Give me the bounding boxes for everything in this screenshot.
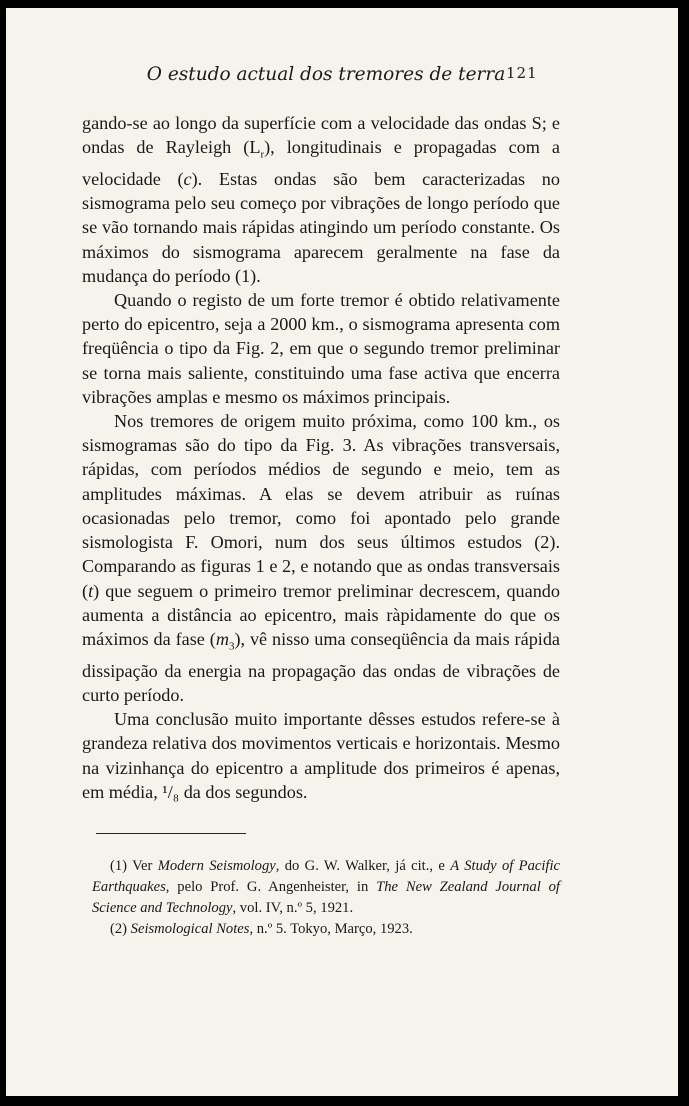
footnote-rule (96, 833, 246, 834)
paragraph-1-text-c: ). Estas ondas são bem caracterizadas no sismograma pelo seu começo por vibrações de longo período que se vão tornando mais rápidas atingindo um período constante. Os máximos do sismograma aparecem geralmente na fase da mudança do período (1). (82, 169, 560, 286)
footnote-1-journal: The New Zealand Journal of Science and Technology (92, 879, 560, 916)
footnote-2-text-b: , n.º 5. Tokyo, Março, 1923. (249, 921, 413, 937)
paragraph-4: Uma conclusão muito importante dêsses estudos refere-se à grandeza relativa dos movimentos verticais e horizontais. Mesmo na vizinhança do epicentro a amplitude dos primeiros é apenas, em média, ¹/₈ da dos segundos. (82, 709, 560, 802)
running-head (6, 64, 678, 92)
rayleigh-subscript: r (260, 148, 265, 161)
maxima-subscript: 3 (228, 640, 235, 653)
paragraph-3 (82, 409, 560, 707)
footnote-1-text-a: (1) Ver (110, 858, 158, 874)
paragraph-3-text-b: ) que seguem o primeiro tremor preliminar decrescem, quando aumenta a distância ao epicentro, mais ràpidamente do que os máximos da fase ( (82, 580, 560, 649)
paragraph-1-text-a: gando-se ao longo da superfície com a velocidade das ondas S; e ondas de Rayleigh (L (82, 113, 560, 158)
paragraph-3-text-a: Nos tremores de origem muito próxima, como 100 km., os sismogramas são do tipo da Fig. 3. As vibrações transversais, rápidas, com períodos médios de segundo e meio, tem as amplitudes máximas. A elas se devem atribuir as ruínas ocasionadas pelo tremor, como foi apontado pelo grande sismologista F. Omori, num dos seus últimos estudos (2). Comparando as figuras 1 e 2, e notando que as ondas transversais ( (82, 411, 560, 601)
footnote-1-title-b: A Study of Pacific Earthquakes (92, 858, 561, 895)
body-text (82, 111, 560, 804)
transverse-symbol: t (88, 580, 94, 601)
footnote-1 (92, 856, 560, 919)
footnote-2-text-a: (2) (110, 921, 131, 937)
paragraph-1-text-b: ), longitudinais e propagadas com a velocidade ( (82, 137, 560, 190)
footnote-1-text-b: , do G. W. Walker, já cit., e (275, 858, 451, 874)
footnote-1-text-c: , pelo Prof. G. Angenheister, in (165, 879, 377, 895)
velocity-symbol: c (183, 169, 192, 190)
book-page (6, 8, 678, 1096)
footnotes (92, 856, 560, 940)
footnote-1-title-a: Modern Seismology (157, 858, 276, 874)
paragraph-3-text-c: ), vê nisso uma conseqüência da mais rápida dissipação da energia na propagação das ondas de vibrações de curto período. (82, 628, 561, 705)
page-number: 121 (506, 64, 538, 82)
paragraph-1 (82, 111, 560, 288)
footnote-1-text-d: , vol. IV, n.º 5, 1921. (232, 900, 354, 916)
footnote-2 (92, 919, 560, 940)
paragraph-2: Quando o registo de um forte tremor é obtido relativamente perto do epicentro, seja a 2000 km., o sismograma apresenta com freqüência o tipo da Fig. 2, em que o segundo tremor preliminar se torna mais saliente, constituindo uma fase activa que encerra vibrações amplas e mesmo os máximos principais. (82, 290, 560, 407)
maxima-symbol: m (215, 628, 229, 649)
running-title: O estudo actual dos tremores de terra (146, 64, 506, 85)
footnote-2-title: Seismological Notes (130, 921, 250, 937)
